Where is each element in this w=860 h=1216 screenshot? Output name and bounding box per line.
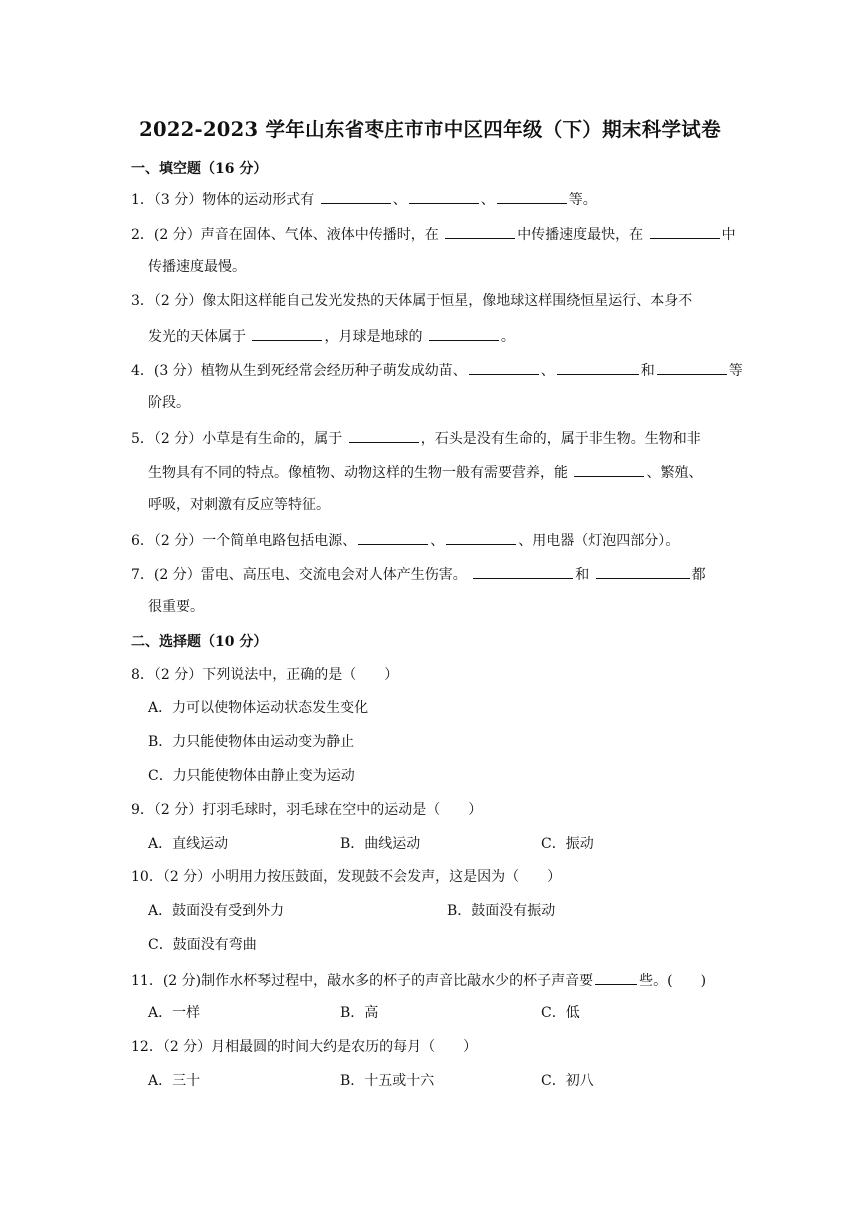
option-c[interactable]: C．初八 xyxy=(541,1073,594,1089)
question-text: 发光的天体属于 xyxy=(148,329,246,345)
question-text: 4．(3 分）植物从生到死经常会经历种子萌发成幼苗、 xyxy=(131,363,467,379)
answer-blank[interactable] xyxy=(321,188,391,204)
answer-blank[interactable] xyxy=(446,529,516,545)
question-12: 12．（2 分）月相最圆的时间大约是农历的每月（ ） xyxy=(131,1039,478,1055)
question-text: 中 xyxy=(721,227,736,243)
question-4 xyxy=(131,359,743,381)
answer-blank[interactable] xyxy=(650,223,720,239)
question-text: 中传播速度最快，在 xyxy=(517,227,644,243)
separator: 、 xyxy=(540,363,555,379)
question-4-continued: 阶段。 xyxy=(148,395,190,411)
separator: 、 xyxy=(430,533,445,549)
question-text: 7．(2 分）雷电、高压电、交流电会对人体产生伤害。 xyxy=(131,567,467,583)
question-text: 些。( ) xyxy=(639,973,707,989)
question-text: 11．(2 分)制作水杯琴过程中，敲水多的杯子的声音比敲水少的杯子声音要 xyxy=(131,973,594,989)
answer-blank[interactable] xyxy=(595,969,637,985)
question-2-continued: 传播速度最慢。 xyxy=(148,259,246,275)
option-b[interactable]: B．鼓面没有振动 xyxy=(447,903,556,919)
section-heading-choice: 二、选择题（10 分） xyxy=(131,634,268,650)
question-1 xyxy=(131,188,597,210)
question-10: 10．（2 分）小明用力按压鼓面，发现鼓不会发声，这是因为（ ） xyxy=(131,869,562,885)
answer-blank[interactable] xyxy=(445,223,515,239)
option-a[interactable]: A．直线运动 xyxy=(148,836,229,852)
question-text: 生物具有不同的特点。像植物、动物这样的生物一般有需要营养，能 xyxy=(148,465,568,481)
question-text: 1．（3 分）物体的运动形式有 xyxy=(131,192,315,208)
question-text: 都 xyxy=(691,567,706,583)
answer-blank[interactable] xyxy=(409,188,479,204)
question-text: 2．(2 分）声音在固体、气体、液体中传播时，在 xyxy=(131,227,439,243)
question-text: 、繁殖、 xyxy=(646,465,703,481)
answer-blank[interactable] xyxy=(574,461,644,477)
question-5-continued: 呼吸，对刺激有反应等特征。 xyxy=(148,497,330,513)
question-text: 和 xyxy=(575,567,590,583)
question-11 xyxy=(131,969,706,991)
question-5-continued xyxy=(148,461,702,483)
answer-blank[interactable] xyxy=(349,427,419,443)
answer-blank[interactable] xyxy=(557,359,639,375)
answer-blank[interactable] xyxy=(252,325,322,341)
question-text: 。 xyxy=(500,329,515,345)
question-text: 等 xyxy=(728,363,743,379)
question-text: 6．（2 分）一个简单电路包括电源、 xyxy=(131,533,357,549)
question-3: 3．（2 分）像太阳这样能自己发光发热的天体属于恒星，像地球这样围绕恒星运行、本身不 xyxy=(131,293,693,309)
answer-blank[interactable] xyxy=(657,359,727,375)
option-b[interactable]: B．曲线运动 xyxy=(340,836,421,852)
option-b[interactable]: B．十五或十六 xyxy=(340,1073,435,1089)
question-9: 9．（2 分）打羽毛球时，羽毛球在空中的运动是（ ） xyxy=(131,802,483,818)
question-7-continued: 很重要。 xyxy=(148,599,204,615)
separator: 、 xyxy=(480,192,495,208)
question-3-continued xyxy=(148,325,515,347)
option-c[interactable]: C．低 xyxy=(541,1005,580,1021)
option-c[interactable]: C．鼓面没有弯曲 xyxy=(148,937,257,953)
question-text: ，石头是没有生命的，属于非生物。生物和非 xyxy=(420,431,701,447)
separator: 、 xyxy=(392,192,407,208)
question-text: 、用电器（灯泡四部分）。 xyxy=(518,533,680,549)
answer-blank[interactable] xyxy=(473,563,573,579)
option-c[interactable]: C．力只能使物体由静止变为运动 xyxy=(148,768,355,784)
question-8: 8．（2 分）下列说法中，正确的是（ ） xyxy=(131,667,399,683)
answer-blank[interactable] xyxy=(596,563,690,579)
answer-blank[interactable] xyxy=(497,188,567,204)
question-text: 等。 xyxy=(568,192,597,208)
question-text: ，月球是地球的 xyxy=(324,329,423,345)
option-a[interactable]: A．三十 xyxy=(148,1073,201,1089)
option-b[interactable]: B．高 xyxy=(340,1005,379,1021)
answer-blank[interactable] xyxy=(429,325,499,341)
option-c[interactable]: C．振动 xyxy=(541,836,594,852)
option-b[interactable]: B．力只能使物体由运动变为静止 xyxy=(148,734,355,750)
option-a[interactable]: A．一样 xyxy=(148,1005,201,1021)
option-a[interactable]: A．鼓面没有受到外力 xyxy=(148,903,285,919)
question-7 xyxy=(131,563,706,585)
section-heading-fill-in: 一、填空题（16 分） xyxy=(131,161,268,177)
answer-blank[interactable] xyxy=(469,359,539,375)
question-6 xyxy=(131,529,679,551)
question-text: 5．（2 分）小草是有生命的，属于 xyxy=(131,431,343,447)
option-a[interactable]: A．力可以使物体运动状态发生变化 xyxy=(148,700,369,716)
answer-blank[interactable] xyxy=(358,529,428,545)
page-title: 2022-2023 学年山东省枣庄市市中区四年级（下）期末科学试卷 xyxy=(139,118,721,141)
question-5 xyxy=(131,427,701,449)
question-text: 和 xyxy=(640,363,655,379)
question-2 xyxy=(131,223,736,245)
